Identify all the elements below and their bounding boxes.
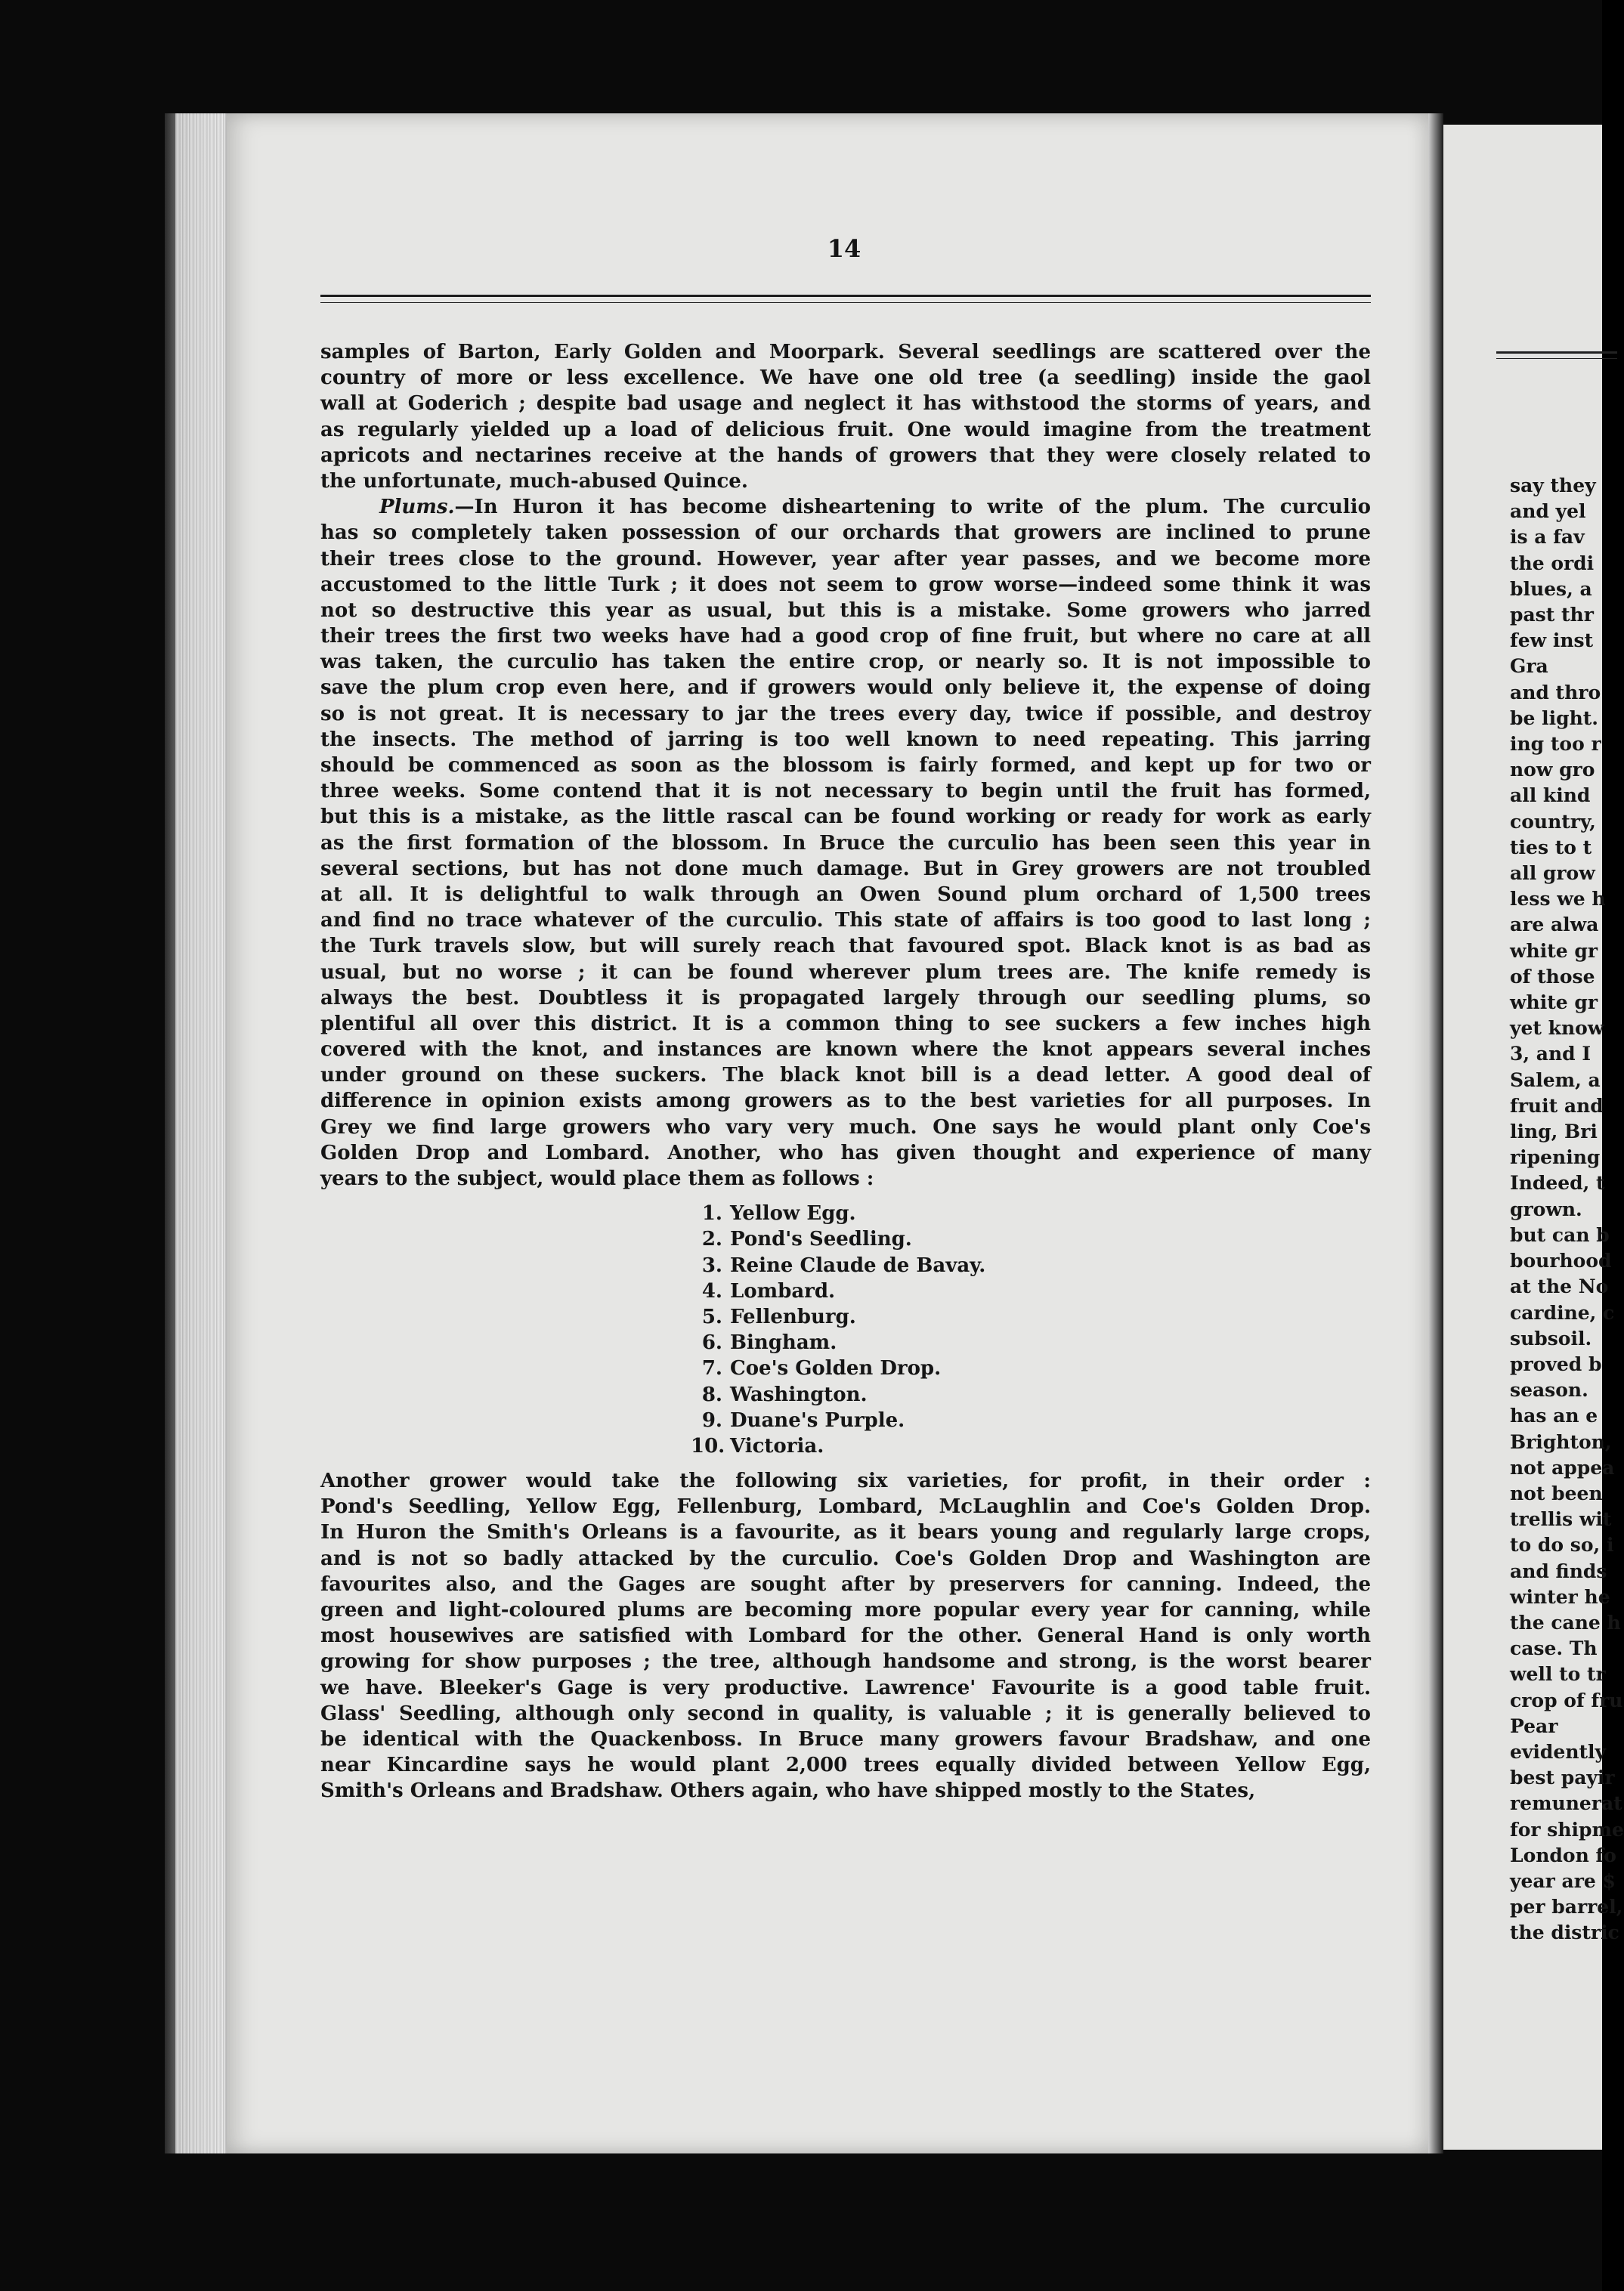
adjacent-text-line: Brighton, <box>1510 1430 1612 1453</box>
header-rule <box>320 295 1371 303</box>
adjacent-text-line: ing too r <box>1510 733 1601 756</box>
list-item-number: 1. <box>701 1202 722 1226</box>
list-item-number: 7. <box>701 1357 722 1380</box>
adjacent-text-line: the ordi <box>1510 552 1595 574</box>
adjacent-text-line: and yel <box>1510 500 1586 523</box>
list-item <box>691 1408 1069 1433</box>
list-item-name: Yellow Egg. <box>730 1202 856 1226</box>
text-line: was taken, the curculio has taken the entire crop, or nearly so. It is not impossible to <box>320 651 1371 674</box>
text-line: Pond's Seedling, Yellow Egg, Fellenburg, Lombard, McLaughlin and Coe's Golden Drop. <box>320 1495 1371 1519</box>
paragraph-other-growers <box>320 1468 1371 1804</box>
adjacent-text-line: and thro <box>1510 681 1601 703</box>
text-line: save the plum crop even here, and if growers would only believe it, the expense of doing <box>320 676 1371 700</box>
section-heading: Plums. <box>379 496 455 519</box>
text-line: favourites also, and the Gages are sought after by preservers for canning. Indeed, the <box>320 1572 1371 1596</box>
adjacent-text-line: at the No <box>1510 1275 1609 1298</box>
text-line: three weeks. Some contend that it is not necessary to begin until the fruit has formed, <box>320 780 1371 803</box>
text-line: Glass' Seedling, although only second in quality, is valuable ; it is generally believed to <box>320 1702 1371 1725</box>
adjacent-text-line: 3, and I <box>1510 1043 1592 1065</box>
text-line: several sections, but has not done much damage. But in Grey growers are not troubled <box>320 857 1371 880</box>
adjacent-text-line: trellis wit <box>1510 1508 1612 1531</box>
adjacent-text-line: grown. <box>1510 1198 1582 1220</box>
list-item <box>691 1226 1069 1252</box>
adjacent-text-line: well to tr <box>1510 1663 1606 1686</box>
text-line: should be commenced as soon as the blossom is fairly formed, and kept up for two or <box>320 754 1371 777</box>
adjacent-text-line: cardine, c <box>1510 1301 1615 1324</box>
text-line: the unfortunate, much-abused Quince. <box>320 469 748 493</box>
text-line: their trees the first two weeks have had a good crop of fine fruit, but where no care at all <box>320 625 1371 648</box>
adjacent-text-line: ling, Bri <box>1510 1121 1598 1143</box>
text-line: country of more or less excellence. We have one old tree (a seedling) inside the gaol <box>320 366 1371 390</box>
list-item-number: 3. <box>701 1254 722 1277</box>
text-line: covered with the knot, and instances are known where the knot appears several inches <box>320 1038 1371 1062</box>
text-line: not so destructive this year as usual, but this is a mistake. Some growers who jarred <box>320 598 1371 622</box>
adjacent-text-line: of those <box>1510 965 1595 988</box>
text-line: their trees close to the ground. However, year after year passes, and we become more <box>320 547 1371 570</box>
text-line: the Turk travels slow, but will surely reach that favoured spot. Black knot is as bad as <box>320 935 1371 958</box>
adjacent-text-line: case. Th <box>1510 1637 1598 1660</box>
list-item-name: Coe's Golden Drop. <box>730 1357 942 1380</box>
adjacent-text-line: winter he <box>1510 1585 1610 1608</box>
list-item-name: Lombard. <box>730 1279 836 1303</box>
text-line: accustomed to the little Turk ; it does not seem to grow worse—indeed some think it was <box>320 573 1371 596</box>
text-line: always the best. Doubtless it is propagated largely through our seedling plums, so <box>320 986 1371 1009</box>
page-body <box>320 339 1371 1804</box>
adjacent-text-line: year are $ <box>1510 1869 1616 1892</box>
adjacent-text-line: not been <box>1510 1482 1603 1504</box>
adjacent-text-line: Indeed, t <box>1510 1172 1605 1195</box>
adjacent-text-line: white gr <box>1510 991 1598 1014</box>
text-line: so is not great. It is necessary to jar the trees every day, twice if possible, and destroy <box>320 702 1371 725</box>
list-spacer <box>320 1192 1371 1201</box>
list-item-name: Victoria. <box>730 1434 824 1458</box>
adjacent-text-line: all kind <box>1510 784 1591 807</box>
adjacent-text-line: and finds <box>1510 1560 1607 1582</box>
adjacent-text-line: be light. <box>1510 706 1598 729</box>
adjacent-text-line: per barrel, <box>1510 1896 1623 1918</box>
text-line: green and light-coloured plums are becoming more popular every year for canning, while <box>320 1599 1371 1622</box>
list-spacer <box>320 1459 1371 1468</box>
list-item-number: 9. <box>701 1408 722 1432</box>
list-item-number: 6. <box>701 1331 722 1355</box>
adjacent-text-line: say they <box>1510 475 1596 496</box>
adjacent-text-line: Pear <box>1510 1714 1558 1737</box>
list-item <box>691 1278 1069 1304</box>
adjacent-text-line: is a fav <box>1510 526 1585 549</box>
text-line: and is not so badly attacked by the curculio. Coe's Golden Drop and Washington are <box>320 1547 1371 1570</box>
text-line: has so completely taken possession of our orchards that growers are inclined to prune <box>320 521 1371 545</box>
adjacent-text-line: not appea <box>1510 1456 1615 1479</box>
adjacent-text-line: less we h <box>1510 888 1606 911</box>
adjacent-text-line: the cane h <box>1510 1611 1621 1634</box>
list-item-number: 5. <box>701 1305 722 1328</box>
list-item-number: 10. <box>691 1434 725 1458</box>
list-item <box>691 1433 1069 1459</box>
adjacent-text-line: few inst <box>1510 629 1594 652</box>
list-item-name: Bingham. <box>730 1331 837 1355</box>
adjacent-text-line: Gra <box>1510 655 1548 678</box>
text-line: plentiful all over this district. It is a common thing to see suckers a few inches high <box>320 1012 1371 1035</box>
text-line: apricots and nectarines receive at the hands of growers that they were closely related to <box>320 444 1371 467</box>
list-item <box>691 1304 1069 1330</box>
text-line: Golden Drop and Lombard. Another, who has given thought and experience of many <box>320 1141 1371 1164</box>
text-line: wall at Goderich ; despite bad usage and neglect it has withstood the storms of years, and <box>320 392 1371 416</box>
adjacent-text-line: evidently <box>1510 1740 1607 1763</box>
adjacent-text-line: bourhood <box>1510 1250 1612 1272</box>
list-item-number: 4. <box>701 1279 722 1303</box>
list-item <box>691 1201 1069 1226</box>
adjacent-text-line: past thr <box>1510 604 1594 626</box>
adjacent-text-line: has an e <box>1510 1405 1598 1427</box>
adjacent-text-line: white gr <box>1510 939 1598 962</box>
adjacent-text-line: Salem, a <box>1510 1068 1601 1091</box>
paragraph-apricots <box>320 339 1371 494</box>
list-item <box>691 1330 1069 1356</box>
adjacent-text-line: London fo <box>1510 1844 1616 1866</box>
text-line: In Huron the Smith's Orleans is a favourite, as it bears young and regularly large crops, <box>320 1521 1371 1544</box>
text-line: but this is a mistake, as the little rascal can be found working or ready for work as early <box>320 805 1371 829</box>
adjacent-text-line: all grow <box>1510 862 1595 885</box>
list-item <box>691 1356 1069 1381</box>
adjacent-text-line: are alwa <box>1510 914 1599 936</box>
text-line: as regularly yielded up a load of delicious fruit. One would imagine from the treatment <box>320 418 1371 441</box>
text-line: Grey we find large growers who vary very much. One says he would plant only Coe's <box>320 1115 1371 1139</box>
adjacent-text-line: ripening <box>1510 1146 1601 1169</box>
plum-varieties-list <box>691 1201 1069 1459</box>
adjacent-text-line: proved b <box>1510 1353 1602 1375</box>
text-line: Plums.—In Huron it has become disheartening to write of the plum. The curculio <box>379 496 1371 519</box>
adjacent-page-rule <box>1496 351 1617 359</box>
list-item <box>691 1253 1069 1278</box>
adjacent-text-line: season. <box>1510 1379 1588 1402</box>
adjacent-text-line: best payir <box>1510 1767 1615 1789</box>
text-line: usual, but no worse ; it can be found wherever plum trees are. The knife remedy is <box>320 960 1371 984</box>
adjacent-text-line: remunerat <box>1510 1792 1622 1815</box>
text-line: and find no trace whatever of the curculio. This state of affairs is too good to last long ; <box>320 909 1371 932</box>
adjacent-text-line: blues, a <box>1510 577 1592 600</box>
book-gutter <box>1428 113 1443 2153</box>
text-line: be identical with the Quackenboss. In Bruce many growers favour Bradshaw, and one <box>320 1727 1371 1751</box>
text-line: samples of Barton, Early Golden and Moorpark. Several seedlings are scattered over the <box>320 341 1371 363</box>
text-line: Another grower would take the following six varieties, for profit, in their order : <box>320 1470 1371 1493</box>
adjacent-text-line: the distric <box>1510 1922 1619 1944</box>
page-number: 14 <box>827 234 861 263</box>
text-line: at all. It is delightful to walk through an Owen Sound plum orchard of 1,500 trees <box>320 883 1371 906</box>
adjacent-text-line: but can b <box>1510 1223 1610 1246</box>
text-line: Smith's Orleans and Bradshaw. Others again, who have shipped mostly to the States, <box>320 1779 1256 1803</box>
text-line: difference in opinion exists among growers as to the best varieties for all purposes. In <box>320 1090 1371 1113</box>
list-item-number: 2. <box>701 1228 722 1251</box>
adjacent-text-line: ties to t <box>1510 836 1592 858</box>
text-line: years to the subject, would place them as follows : <box>320 1167 874 1190</box>
adjacent-text-line: fruit and <box>1510 1094 1604 1117</box>
text-line: the insects. The method of jarring is too well known to need repeating. This jarring <box>320 728 1371 751</box>
adjacent-text-line: to do so, i <box>1510 1534 1614 1557</box>
text-line: we have. Bleeker's Gage is very productive. Lawrence' Favourite is a good table fruit. <box>320 1676 1371 1699</box>
text-line: growing for show purposes ; the tree, although handsome and strong, is the worst bearer <box>320 1650 1371 1674</box>
text-line: as the first formation of the blossom. In Bruce the curculio has been seen this year in <box>320 831 1371 855</box>
list-item-name: Fellenburg. <box>730 1305 856 1328</box>
adjacent-text-line: country, <box>1510 810 1596 833</box>
adjacent-text-line: yet know <box>1510 1017 1604 1040</box>
adjacent-text-line: subsoil. <box>1510 1327 1592 1350</box>
paragraph-plums <box>320 494 1371 1192</box>
list-item-name: Pond's Seedling. <box>730 1228 912 1251</box>
page-stack-edges <box>175 113 228 2153</box>
list-item-number: 8. <box>701 1383 722 1406</box>
list-item-name: Reine Claude de Bavay. <box>730 1254 986 1277</box>
adjacent-text-line: now gro <box>1510 759 1595 781</box>
adjacent-page-text <box>1510 473 1624 1946</box>
list-item-name: Washington. <box>730 1383 868 1406</box>
adjacent-page <box>1443 125 1624 2150</box>
text-line: under ground on these suckers. The black knot bill is a dead letter. A good deal of <box>320 1064 1371 1087</box>
text-line: most housewives are satisfied with Lombard for the other. General Hand is only worth <box>320 1625 1371 1648</box>
list-item <box>691 1382 1069 1408</box>
adjacent-text-line: crop of fru <box>1510 1689 1623 1711</box>
list-item-name: Duane's Purple. <box>730 1408 905 1432</box>
text-line: near Kincardine says he would plant 2,000 trees equally divided between Yellow Egg, <box>320 1754 1371 1777</box>
adjacent-text-line: for shipme <box>1510 1818 1624 1841</box>
